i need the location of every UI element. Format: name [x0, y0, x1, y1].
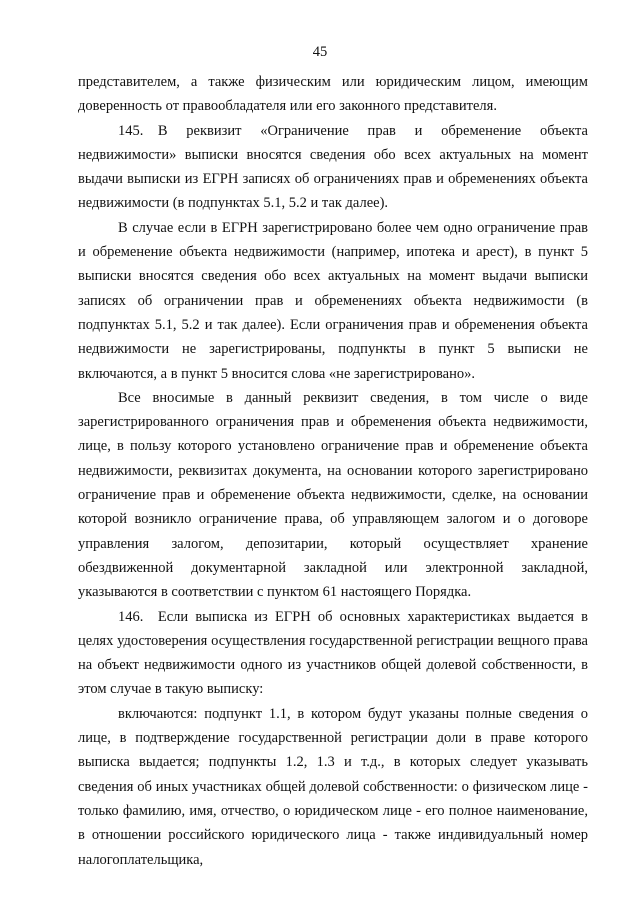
paragraph-multiple-encumbrances: В случае если в ЕГРН зарегистрировано более чем одно ограничение прав и обременение объекта недвижимости (например, ипотека и арест), в пункт 5 выписки вносятся сведения обо всех актуальных на момент выдачи выписки записях об ограничении прав и обременениях объекта недвижимости (в подпунктах 5.1, 5.2 и так далее). Если ограничения прав и обременения объекта недвижимости не зарегистрированы, подпункты в пункт 5 выписки не включаются, а в пункт 5 вносится слова «не зарегистрировано».: [78, 219, 588, 382]
paragraph-continuation: представителем, а также физическим или юридическим лицом, имеющим доверенность от правообладателя или его законного представителя.: [78, 74, 588, 115]
paragraph-145: 145. В реквизит «Ограничение прав и обременение объекта недвижимости» выписки вносятся сведения обо всех актуальных на момент выдачи выписки из ЕГРН записях об ограничениях прав и обременениях объекта недвижимости (в подпунктах 5.1, 5.2 и так далее).: [78, 122, 588, 212]
paragraph-all-entered-details: Все вносимые в данный реквизит сведения, в том числе о виде зарегистрированного ограничения прав и обременения объекта недвижимости, лице, в пользу которого установлено ограничение прав и обременение объекта недвижимости, реквизитах документа, на основании которого зарегистрировано ограничение прав и обременение объекта недвижимости, сделке, на основании которой возникло ограничение права, об управляющем залогом и о договоре управления залогом, депозитарии, который осуществляет хранение обездвиженной документарной закладной или электронной закладной, указываются в соответствии с пунктом 61 настоящего Порядка.: [78, 389, 588, 601]
document-body: [78, 70, 588, 872]
paragraph-included-items: включаются: подпункт 1.1, в котором будут указаны полные сведения о лице, в подтверждение государственной регистрации доли в праве которого выписка выдается; подпункты 1.2, 1.3 и т.д., в которых следует указывать сведения об иных участниках общей долевой собственности: о физическом лице - только фамилию, имя, отчество, о юридическом лице - его полное наименование, в отношении российского юридического лица - также индивидуальный номер налогоплательщика,: [78, 705, 588, 868]
page-number: 45: [312, 44, 328, 60]
paragraph-146: 146. Если выписка из ЕГРН об основных характеристиках выдается в целях удостоверения осуществления государственной регистрации вещного права на объект недвижимости одного из участников общей долевой собственности, в этом случае в такую выписку:: [78, 608, 588, 698]
